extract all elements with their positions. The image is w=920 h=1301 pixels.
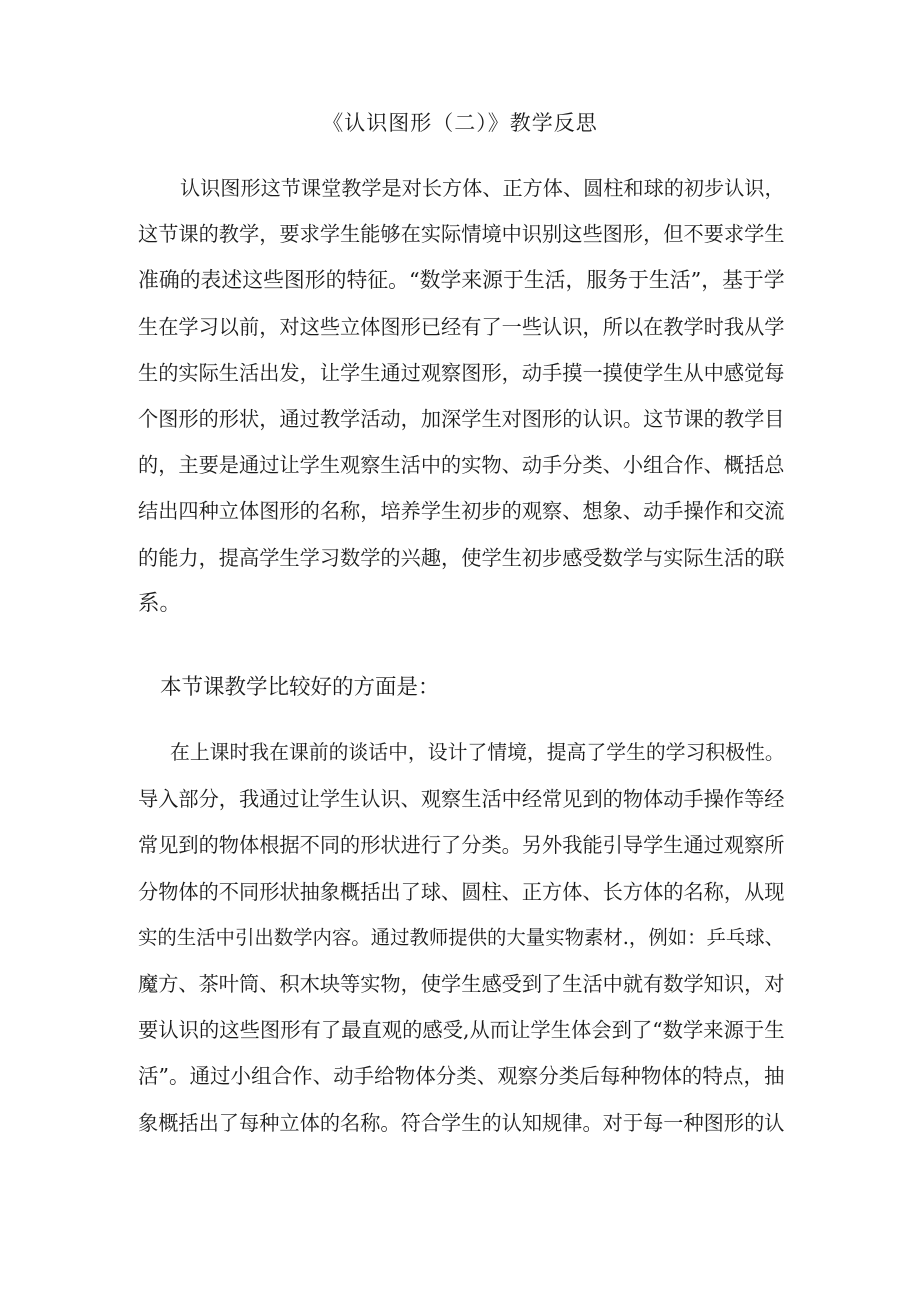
text-line: 分物体的不同形状抽象概括出了球、圆柱、正方体、长方体的名称，从现	[138, 879, 785, 904]
text-line: 在上课时我在课前的谈话中，设计了情境，提高了学生的学习积极性。	[170, 741, 785, 764]
paragraph-strengths	[138, 730, 788, 1146]
text-line: 要认识的这些图形有了最直观的感受,从而让学生体会到了“数学来源于生	[138, 1018, 785, 1043]
text-line: 生在学习以前，对这些立体图形已经有了一些认识，所以在教学时我从学	[138, 314, 785, 339]
text-line: 导入部分，我通过让学生认识、观察生活中经常见到的物体动手操作等经	[138, 787, 785, 812]
text-line: 准确的表述这些图形的特征。“数学来源于生活，服务于生活”，基于学	[138, 268, 785, 293]
text-line: 的，主要是通过让学生观察生活中的实物、动手分类、小组合作、概括总	[138, 453, 785, 478]
text-line: 活”。通过小组合作、动手给物体分类、观察分类后每种物体的特点，抽	[138, 1064, 785, 1089]
text-line: 的能力，提高学生学习数学的兴趣，使学生初步感受数学与实际生活的联	[138, 545, 785, 570]
text-line: 象概括出了每种立体的名称。符合学生的认知规律。对于每一种图形的认	[138, 1110, 785, 1135]
text-line: 实的生活中引出数学内容。通过教师提供的大量实物素材.，例如：乒乓球、	[138, 925, 785, 949]
text-line: 结出四种立体图形的名称，培养学生初步的观察、想象、动手操作和交流	[138, 499, 785, 524]
text-line: 本节课教学比较好的方面是：	[160, 675, 440, 700]
paragraph-intro	[138, 165, 788, 627]
text-line: 生的实际生活出发，让学生通过观察图形，动手摸一摸使学生从中感觉每	[138, 360, 785, 385]
text-line: 魔方、茶叶筒、积木块等实物，使学生感受到了生活中就有数学知识，对	[138, 972, 785, 997]
document-title: 《认识图形（二）》教学反思	[322, 111, 598, 135]
text-line: 认识图形这节课堂教学是对长方体、正方体、圆柱和球的初步认识，	[180, 176, 785, 200]
text-line: 个图形的形状，通过教学活动，加深学生对图形的认识。这节课的教学目	[138, 407, 785, 432]
text-line: 系。	[138, 590, 182, 616]
text-line: 这节课的教学，要求学生能够在实际情境中识别这些图形，但不要求学生	[138, 222, 785, 247]
text-line: 常见到的物体根据不同的形状进行了分类。另外我能引导学生通过观察所	[138, 833, 785, 858]
paragraph-strengths-heading	[138, 665, 788, 711]
